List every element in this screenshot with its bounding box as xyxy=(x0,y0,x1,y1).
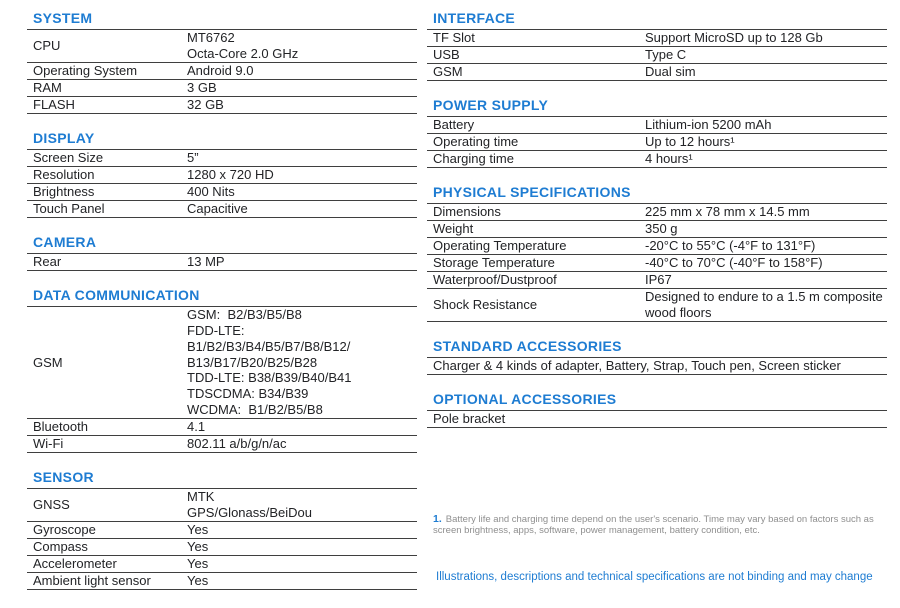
spec-value-line: MT6762 xyxy=(187,30,235,45)
spec-label: TF Slot xyxy=(433,30,475,46)
spec-value-line: -40°C to 70°C (-40°F to 158°F) xyxy=(645,255,823,271)
spec-label: USB xyxy=(433,47,460,63)
spec-value-line: Yes xyxy=(187,556,209,572)
section-title: STANDARD ACCESSORIES xyxy=(427,338,887,358)
spec-value-line: Yes xyxy=(187,539,209,555)
spec-row xyxy=(27,97,417,114)
section-interface xyxy=(427,10,887,81)
spec-label: Waterproof/Dustproof xyxy=(433,272,557,288)
spec-value-line: Android 9.0 xyxy=(187,62,254,78)
spec-value xyxy=(187,254,417,270)
spec-row xyxy=(427,238,887,255)
spec-row xyxy=(27,556,417,573)
spec-label: Operating Temperature xyxy=(433,238,567,254)
spec-label: Operating time xyxy=(433,134,519,150)
spec-value-line: 802.11 a/b/g/n/ac xyxy=(187,436,287,452)
spec-label: Operating System xyxy=(33,62,138,78)
section-title: POWER SUPPLY xyxy=(427,97,887,117)
spec-value xyxy=(187,307,417,418)
spec-value-line: wood floors xyxy=(645,304,712,320)
spec-table xyxy=(27,254,417,271)
section-power-supply xyxy=(427,97,887,168)
spec-label: Bluetooth xyxy=(33,419,88,435)
spec-table xyxy=(27,489,417,590)
spec-row xyxy=(427,289,887,322)
spec-value xyxy=(645,47,887,63)
spec-row xyxy=(427,411,887,428)
battery-footnote xyxy=(433,514,885,536)
spec-row xyxy=(27,307,417,419)
spec-value xyxy=(187,573,417,589)
spec-value-line: -20°C to 55°C (-4°F to 131°F) xyxy=(645,238,816,254)
spec-row xyxy=(27,63,417,80)
spec-column-right xyxy=(427,10,887,444)
spec-value xyxy=(187,167,417,183)
spec-table xyxy=(427,358,887,375)
section-title: INTERFACE xyxy=(427,10,887,30)
spec-value-line: B1/B2/B3/B4/B5/B7/B8/B12/ xyxy=(187,338,351,354)
spec-value xyxy=(187,184,417,200)
spec-row xyxy=(427,117,887,134)
spec-row xyxy=(27,150,417,167)
spec-row xyxy=(427,255,887,272)
spec-row xyxy=(427,47,887,64)
spec-label: Storage Temperature xyxy=(433,255,555,271)
spec-value-line: 1280 x 720 HD xyxy=(187,166,274,182)
section-title: SYSTEM xyxy=(27,10,417,30)
spec-value-line: TDD-LTE: B38/B39/B40/B41 xyxy=(187,370,352,386)
spec-row xyxy=(27,184,417,201)
spec-label: Gyroscope xyxy=(33,522,96,538)
spec-value xyxy=(187,30,417,62)
spec-value-line: Yes xyxy=(187,522,209,538)
spec-value-line: 4 hours¹ xyxy=(645,151,693,167)
spec-row xyxy=(427,64,887,81)
spec-row xyxy=(27,573,417,590)
spec-label: Screen Size xyxy=(33,149,104,165)
spec-label: GNSS xyxy=(33,497,70,513)
spec-label: GSM xyxy=(433,64,463,80)
disclaimer-note: Illustrations, descriptions and technical specifications are not binding and may change xyxy=(436,571,873,583)
spec-table xyxy=(27,150,417,218)
spec-label: RAM xyxy=(33,79,62,95)
spec-table xyxy=(427,117,887,168)
spec-value xyxy=(187,97,417,113)
spec-value-line: 3 GB xyxy=(187,79,217,95)
spec-row xyxy=(27,419,417,436)
spec-label: Weight xyxy=(433,221,474,237)
spec-label: GSM xyxy=(33,354,63,370)
section-title: CAMERA xyxy=(27,234,417,254)
spec-value-line: 5” xyxy=(187,149,199,165)
footnote-marker: 1. xyxy=(433,513,442,525)
spec-value xyxy=(187,436,417,452)
spec-label: FLASH xyxy=(33,96,75,112)
spec-label: Dimensions xyxy=(433,204,501,220)
spec-table xyxy=(427,30,887,81)
spec-row xyxy=(427,358,887,375)
section-title: DATA COMMUNICATION xyxy=(27,287,417,307)
spec-value xyxy=(645,289,887,321)
spec-label: Wi-Fi xyxy=(33,436,64,452)
spec-row xyxy=(27,489,417,522)
spec-value xyxy=(187,556,417,572)
spec-label: Charging time xyxy=(433,151,514,167)
footnote-text: Battery life and charging time depend on the user's scenario. Time may vary based on factors such as screen brightness, apps, software, power management, battery condition, etc. xyxy=(433,514,874,536)
spec-label: CPU xyxy=(33,37,61,53)
section-title: PHYSICAL SPECIFICATIONS xyxy=(427,184,887,204)
section-data-communication xyxy=(27,287,417,453)
spec-value xyxy=(645,134,887,150)
spec-value xyxy=(187,150,417,166)
spec-value-line: Type C xyxy=(645,47,687,63)
spec-label: Touch Panel xyxy=(33,200,105,216)
spec-value-line: 350 g xyxy=(645,221,678,237)
spec-row xyxy=(27,201,417,218)
spec-value xyxy=(645,221,887,237)
spec-row xyxy=(427,272,887,289)
spec-row xyxy=(27,80,417,97)
spec-value-line: WCDMA: B1/B2/B5/B8 xyxy=(187,402,323,418)
spec-value xyxy=(645,30,887,46)
spec-row xyxy=(427,221,887,238)
spec-value xyxy=(187,80,417,96)
spec-table xyxy=(427,411,887,428)
section-camera xyxy=(27,234,417,271)
spec-value xyxy=(187,522,417,538)
spec-value-line: GPS/Glonass/BeiDou xyxy=(187,505,313,521)
section-standard-accessories xyxy=(427,338,887,375)
spec-label: Resolution xyxy=(33,166,95,182)
spec-table xyxy=(427,204,887,322)
spec-value xyxy=(645,255,887,271)
spec-value-line: Capacitive xyxy=(187,200,248,216)
spec-value-line: MTK xyxy=(187,489,215,505)
spec-label: Shock Resistance xyxy=(433,296,538,312)
spec-value: Charger & 4 kinds of adapter, Battery, Strap, Touch pen, Screen sticker xyxy=(433,357,841,373)
spec-value-line: Support MicroSD up to 128 Gb xyxy=(645,30,823,46)
spec-value-line: GSM: B2/B3/B5/B8 xyxy=(187,306,302,322)
spec-value xyxy=(187,201,417,217)
section-physical-specifications xyxy=(427,184,887,322)
spec-value-line: 4.1 xyxy=(187,419,206,435)
spec-label: Compass xyxy=(33,539,88,555)
spec-value-line: Designed to endure to a 1.5 m composite xyxy=(645,289,883,304)
spec-row xyxy=(27,167,417,184)
spec-row xyxy=(427,204,887,221)
section-title: DISPLAY xyxy=(27,130,417,150)
spec-value-line: 400 Nits xyxy=(187,183,235,199)
spec-value xyxy=(645,117,887,133)
spec-value xyxy=(645,204,887,220)
spec-value-line: 225 mm x 78 mm x 14.5 mm xyxy=(645,204,810,220)
spec-value-line: Up to 12 hours¹ xyxy=(645,134,735,150)
section-display xyxy=(27,130,417,218)
spec-value-line: TDSCDMA: B34/B39 xyxy=(187,386,309,402)
section-title: SENSOR xyxy=(27,469,417,489)
spec-value xyxy=(645,151,887,167)
spec-label: Battery xyxy=(433,117,475,133)
spec-row xyxy=(27,30,417,63)
spec-value-line: B13/B17/B20/B25/B28 xyxy=(187,354,318,370)
spec-value-line: IP67 xyxy=(645,272,672,288)
spec-value-line: 13 MP xyxy=(187,253,225,269)
spec-value xyxy=(645,238,887,254)
spec-value xyxy=(645,272,887,288)
spec-label: Brightness xyxy=(33,183,95,199)
spec-value: Pole bracket xyxy=(433,410,506,426)
spec-value xyxy=(187,63,417,79)
spec-label: Ambient light sensor xyxy=(33,573,151,589)
spec-value xyxy=(187,419,417,435)
spec-column-left xyxy=(27,10,417,606)
spec-value xyxy=(187,539,417,555)
section-title: OPTIONAL ACCESSORIES xyxy=(427,391,887,411)
section-optional-accessories xyxy=(427,391,887,428)
spec-value-line: 32 GB xyxy=(187,96,224,112)
spec-table xyxy=(27,30,417,114)
spec-row xyxy=(427,30,887,47)
section-sensor xyxy=(27,469,417,590)
spec-value-line: Lithium-ion 5200 mAh xyxy=(645,117,772,133)
spec-label: Rear xyxy=(33,253,62,269)
spec-row xyxy=(427,134,887,151)
spec-row xyxy=(427,151,887,168)
spec-table xyxy=(27,307,417,453)
spec-value-line: Dual sim xyxy=(645,64,696,80)
spec-row xyxy=(27,254,417,271)
spec-value-line: FDD-LTE: xyxy=(187,322,245,338)
spec-row xyxy=(27,436,417,453)
spec-value-line: Octa-Core 2.0 GHz xyxy=(187,45,299,61)
spec-value xyxy=(187,489,417,521)
spec-value-line: Yes xyxy=(187,573,209,589)
spec-row xyxy=(27,539,417,556)
spec-label: Accelerometer xyxy=(33,556,117,572)
section-system xyxy=(27,10,417,114)
spec-row xyxy=(27,522,417,539)
spec-value xyxy=(645,64,887,80)
